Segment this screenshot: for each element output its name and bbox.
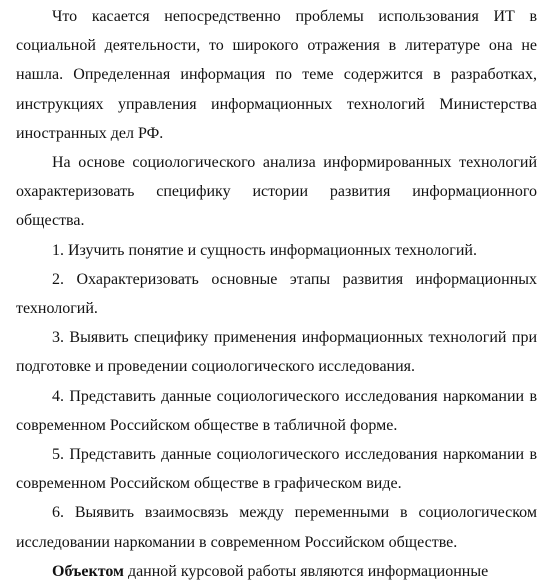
object-term: Объектом [52,562,124,580]
paragraph-literature-review: Что касается непосредственно проблемы использования ИТ в социальной деятельности, то широкого отражения в литературе она не нашла. Определенная информация по теме содержится в разработках, инструкциях управления информационных технологий Министерства иностранных дел РФ. [16,8,537,142]
task-item-5: 5. Представить данные социологического исследования наркомании в современном Российском обществе в графическом виде. [16,446,537,493]
paragraph-goal: На основе социологического анализа информированных технологий охарактеризовать специфику истории развития информационного общества. [16,154,537,230]
task-item-1: 1. Изучить понятие и сущность информационных технологий. [52,241,477,259]
task-item-4: 4. Представить данные социологического исследования наркомании в современном Российском обществе в табличной форме. [16,387,537,434]
task-item-6: 6. Выявить взаимосвязь между переменными в социологическом исследовании наркомании в современном Российском обществе. [16,504,537,551]
object-description: данной курсовой работы являются информационные [123,562,489,580]
task-item-3: 3. Выявить специфику применения информационных технологий при подготовке и проведении социологического исследования. [16,329,537,376]
task-item-2: 2. Охарактеризовать основные этапы развития информационных технологий. [16,270,537,318]
paragraph-object [16,557,537,586]
